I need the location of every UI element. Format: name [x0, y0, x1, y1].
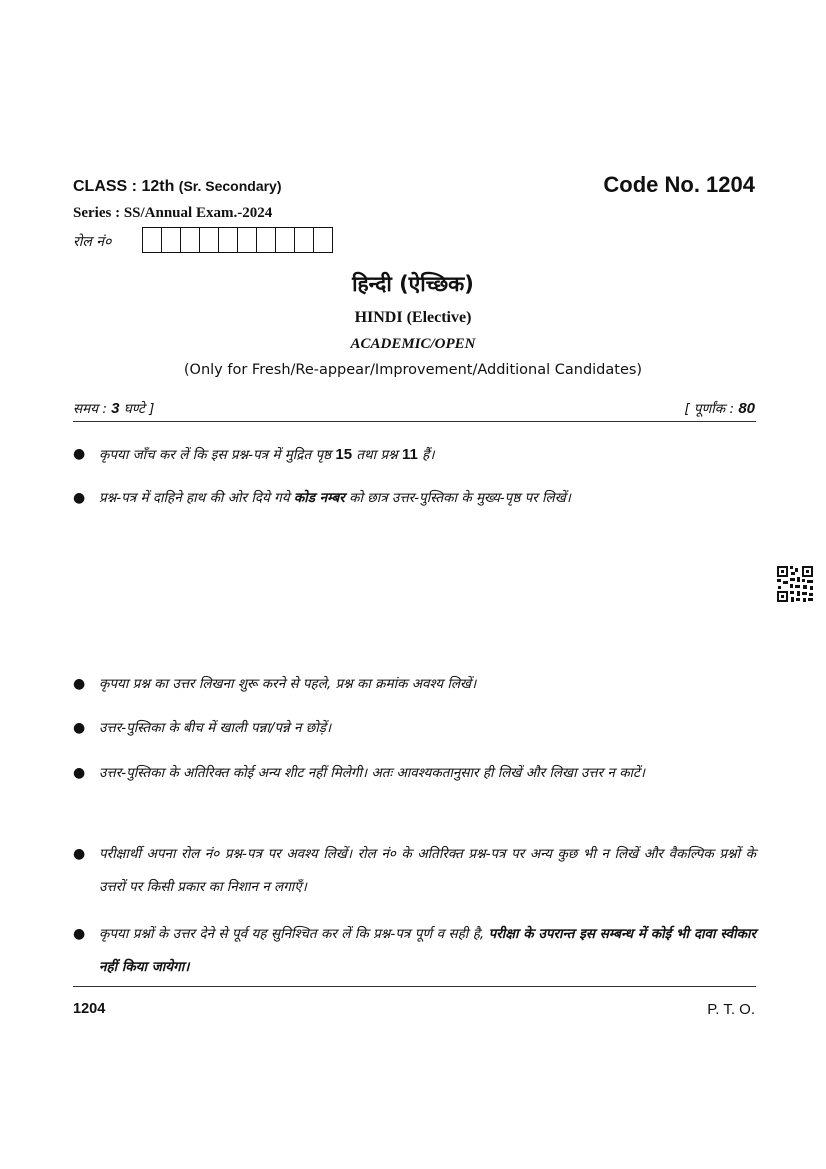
roll-box[interactable]	[181, 228, 200, 252]
instruction-text: कृपया प्रश्नों के उत्तर देने से पूर्व यह सुनिश्चित कर लें कि प्रश्न-पत्र पूर्ण व सही है,	[99, 926, 485, 942]
footer-code: 1204	[73, 1001, 106, 1017]
exam-mode: ACADEMIC/OPEN	[350, 336, 476, 352]
bullet-icon: ●	[73, 490, 86, 506]
instruction-item	[73, 712, 756, 745]
roll-box[interactable]	[295, 228, 314, 252]
roll-number-boxes[interactable]	[142, 227, 333, 253]
roll-number-label: रोल नं०	[73, 234, 112, 250]
candidates-note: (Only for Fresh/Re-appear/Improvement/Additional Candidates)	[183, 362, 643, 378]
title-hindi: हिन्दी (ऐच्छिक)	[352, 272, 474, 296]
instruction-item	[73, 668, 756, 701]
title-english: HINDI (Elective)	[354, 309, 472, 326]
instruction-item	[73, 757, 756, 790]
roll-box[interactable]	[238, 228, 257, 252]
class-line	[73, 178, 282, 196]
instruction-text: को छात्र उत्तर-पुस्तिका के मुख्य-पृष्ठ पर लिखें।	[349, 490, 571, 506]
bullet-icon: ●	[73, 765, 86, 781]
code-number: Code No. 1204	[603, 172, 755, 197]
bullet-icon: ●	[73, 446, 86, 462]
bullet-icon: ●	[73, 926, 86, 942]
instruction-text: प्रश्न-पत्र में दाहिने हाथ की ओर दिये गये	[99, 490, 290, 506]
class-sub: (Sr. Secondary)	[178, 178, 282, 194]
time-unit: घण्टे ]	[123, 401, 155, 417]
instruction-text: तथा प्रश्न	[356, 447, 398, 463]
qr-code-icon	[776, 565, 814, 603]
bullet-icon: ●	[73, 676, 86, 692]
time-allowed	[73, 399, 154, 417]
roll-box[interactable]	[257, 228, 276, 252]
series-line: Series : SS/Annual Exam.-2024	[73, 205, 273, 221]
instruction-item	[73, 918, 756, 984]
claim-warning: परीक्षा के उपरान्त इस सम्बन्ध में कोई भी दावा स्वीकार नहीं किया जायेगा।	[99, 926, 756, 975]
roll-box[interactable]	[314, 228, 332, 252]
instruction-item	[73, 838, 756, 904]
roll-box[interactable]	[200, 228, 219, 252]
footer-pto: P. T. O.	[707, 1001, 755, 1018]
class-label: CLASS : 12th	[73, 178, 175, 195]
instruction-item	[73, 438, 756, 472]
pages-count: 15	[335, 446, 353, 463]
marks-value: 80	[738, 400, 755, 417]
instruction-text: हैं।	[422, 447, 435, 463]
bullet-icon: ●	[73, 846, 86, 862]
time-value: 3	[111, 400, 120, 417]
instruction-text: कृपया जाँच कर लें कि इस प्रश्न-पत्र में मुद्रित पृष्ठ	[99, 447, 332, 463]
instruction-text: उत्तर-पुस्तिका के बीच में खाली पन्ना/पन्ने न छोड़ें।	[99, 720, 332, 736]
instruction-text: उत्तर-पुस्तिका के अतिरिक्त कोई अन्य शीट नहीं मिलेगी। अतः आवश्यकतानुसार ही लिखें और लिखा उत्तर न काटें।	[99, 765, 645, 781]
roll-box[interactable]	[276, 228, 295, 252]
max-marks	[684, 399, 755, 417]
roll-box[interactable]	[162, 228, 181, 252]
instruction-text: परीक्षार्थी अपना रोल नं० प्रश्न-पत्र पर अवश्य लिखें। रोल नं० के अतिरिक्त प्रश्न-पत्र पर अन्य कुछ भी न लिखें और वैकल्पिक प्रश्नों के उत्तरों पर किसी प्रकार का निशान न लगाएँ।	[99, 846, 756, 895]
roll-box[interactable]	[143, 228, 162, 252]
questions-count: 11	[402, 446, 418, 463]
marks-label: [ पूर्णांक :	[684, 401, 735, 417]
code-number-emphasis: कोड नम्बर	[293, 490, 345, 506]
bullet-icon: ●	[73, 720, 86, 736]
instruction-text: कृपया प्रश्न का उत्तर लिखना शुरू करने से पहले, प्रश्न का क्रमांक अवश्य लिखें।	[99, 676, 477, 692]
roll-box[interactable]	[219, 228, 238, 252]
footer-divider	[73, 986, 756, 987]
instruction-item	[73, 482, 756, 515]
header-divider	[73, 421, 756, 422]
time-label: समय :	[73, 401, 107, 417]
